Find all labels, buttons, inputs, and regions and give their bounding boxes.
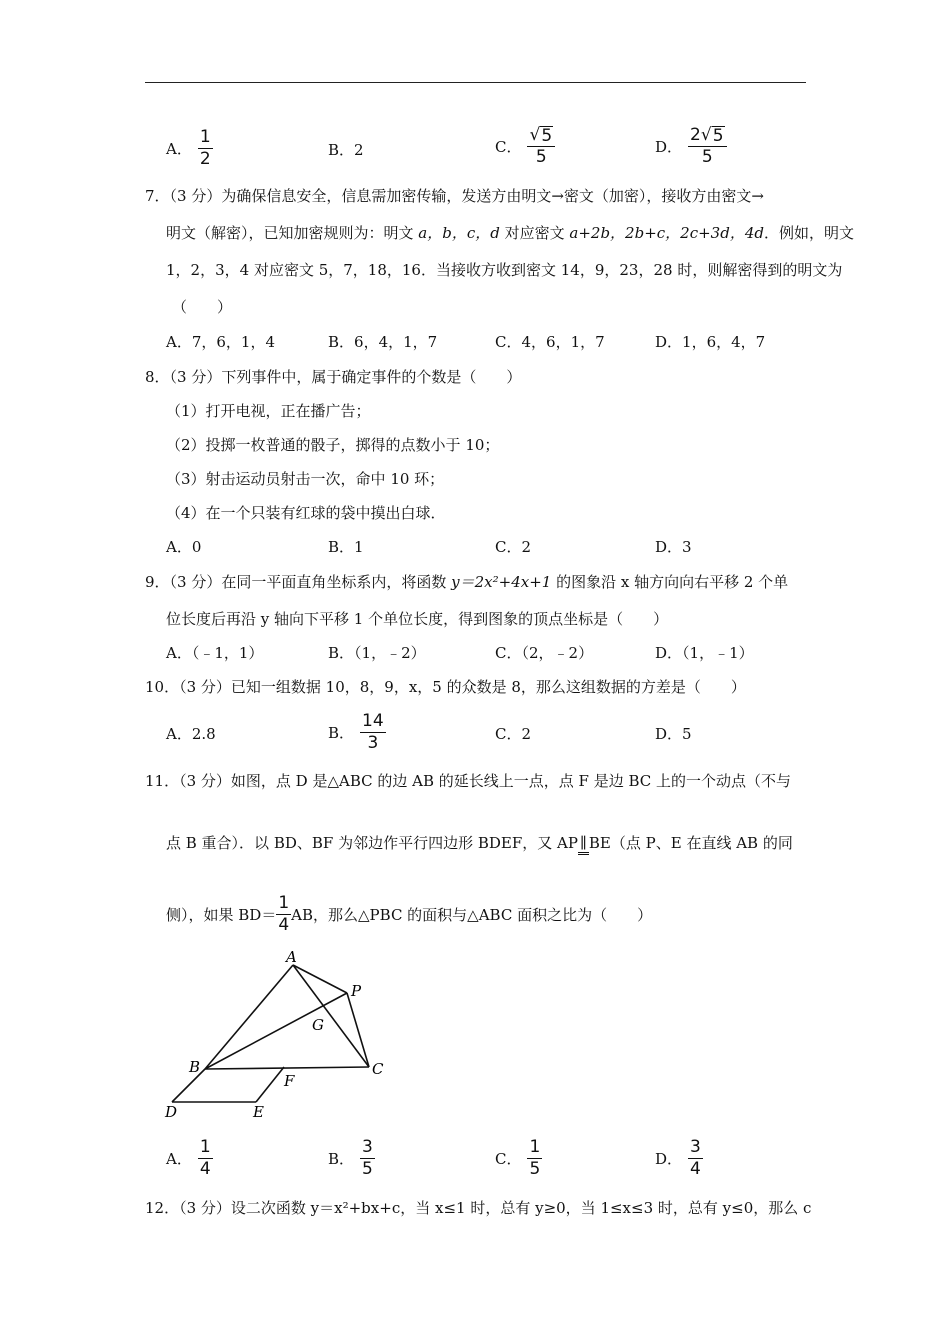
q8-option-d[interactable]: D．3 <box>655 538 692 556</box>
q8-item-3: （3）射击运动员射击一次，命中 10 环； <box>166 470 445 488</box>
q11-stem-line3: 侧），如果 BD＝ $\frac{1}{4}$ AB，那么△PBC 的面积与△ABC 面积之比为（ ） <box>166 893 653 935</box>
q7-stem-line3: 1，2，3，4 对应密文 5，7，18，16．当接收方收到密文 14，9，23，28 时，则解密得到的明文为 <box>166 261 843 279</box>
q11-option-d[interactable]: D． $\frac{3}{4}$ <box>655 1137 701 1179</box>
q10-option-c[interactable]: C．2 <box>495 725 532 743</box>
q8-stem: 8．（3 分）下列事件中，属于确定事件的个数是（ ） <box>145 368 522 386</box>
q9-option-c[interactable]: C．（2，﹣2） <box>495 644 594 662</box>
q9-stem-line2: 位长度后再沿 y 轴向下平移 1 个单位长度，得到图象的顶点坐标是（ ） <box>166 610 669 628</box>
q11-geometry-figure <box>155 945 395 1125</box>
label-e: E <box>253 1103 264 1121</box>
q7-option-b[interactable]: B．6，4，1，7 <box>328 333 438 351</box>
label-p: P <box>351 982 362 1000</box>
q12-stem-line1: 12．（3 分）设二次函数 y＝x²+bx+c，当 x≤1 时，总有 y≥0，当 1≤x≤3 时，总有 y≤0，那么 c <box>145 1199 812 1217</box>
q11-option-c[interactable]: C． $\frac{1}{5}$ <box>495 1137 541 1179</box>
q7-stem-line2: 明文（解密），已知加密规则为：明文 a，b，c，d 对应密文 a+2b，2b+c，2c+3d，4d．例如，明文 <box>166 224 854 242</box>
q10-option-b[interactable]: B． $\frac{14}{3}$ <box>328 711 384 753</box>
q7-answer-blank: （ ） <box>172 298 233 316</box>
q10-stem: 10．（3 分）已知一组数据 10，8，9，x，5 的众数是 8，那么这组数据的方差是（ ） <box>145 678 746 696</box>
q8-option-c[interactable]: C．2 <box>495 538 532 556</box>
q9-option-b[interactable]: B．（1，﹣2） <box>328 644 426 662</box>
q9-option-d[interactable]: D．（1，﹣1） <box>655 644 754 662</box>
segment-bc <box>205 1067 369 1069</box>
label-f: F <box>284 1072 295 1090</box>
q7-option-d[interactable]: D．1，6，4，7 <box>655 333 766 351</box>
q6-option-d[interactable]: D． 2 √ 5 5 <box>655 126 727 167</box>
label-b: B <box>189 1058 201 1076</box>
q9-stem-line1: 9．（3 分）在同一平面直角坐标系内，将函数 y＝2x²+4x+1 的图象沿 x 轴方向向右平移 2 个单 <box>145 573 789 591</box>
segment-ab <box>205 965 293 1069</box>
q6-option-a[interactable]: A． $\frac{1}{2}$ <box>166 127 211 169</box>
label-c: C <box>372 1060 384 1078</box>
q10-option-a[interactable]: A．2.8 <box>166 725 216 743</box>
q8-option-a[interactable]: A．0 <box>166 538 202 556</box>
q10-option-d[interactable]: D．5 <box>655 725 692 743</box>
parallel-equal-symbol: ∥ <box>578 834 589 855</box>
q6-option-b[interactable]: B．2 <box>328 141 364 159</box>
label-d: D <box>165 1103 178 1121</box>
segment-pc <box>347 993 369 1067</box>
q9-option-a[interactable]: A．（﹣1，1） <box>166 644 264 662</box>
segment-bp <box>205 993 347 1069</box>
q6-option-c[interactable]: C． √ 5 5 <box>495 126 555 167</box>
q7-option-c[interactable]: C．4，6，1，7 <box>495 333 605 351</box>
q11-stem-line1: 11．（3 分）如图，点 D 是△ABC 的边 AB 的延长线上一点，点 F 是边 BC 上的一个动点（不与 <box>145 772 792 790</box>
q8-item-2: （2）投掷一枚普通的骰子，掷得的点数小于 10； <box>166 436 500 454</box>
label-g: G <box>312 1016 324 1034</box>
segment-ap <box>293 965 347 993</box>
label-a: A <box>286 948 297 966</box>
q8-item-4: （4）在一个只装有红球的袋中摸出白球． <box>166 504 446 522</box>
q7-option-a[interactable]: A．7，6，1，4 <box>166 333 276 351</box>
q7-stem-line1: 7．（3 分）为确保信息安全，信息需加密传输，发送方由明文→密文（加密），接收方由密文→ <box>145 187 764 205</box>
q8-item-1: （1）打开电视，正在播广告； <box>166 402 371 420</box>
segment-ef <box>256 1067 284 1102</box>
q11-option-a[interactable]: A． $\frac{1}{4}$ <box>166 1137 211 1179</box>
q11-stem-line2: 点 B 重合）．以 BD、BF 为邻边作平行四边形 BDEF，又 AP ∥ BE（点 P、E 在直线 AB 的同 <box>166 833 793 853</box>
header-rule <box>145 82 806 83</box>
q11-option-b[interactable]: B． $\frac{3}{5}$ <box>328 1137 373 1179</box>
q8-option-b[interactable]: B．1 <box>328 538 364 556</box>
